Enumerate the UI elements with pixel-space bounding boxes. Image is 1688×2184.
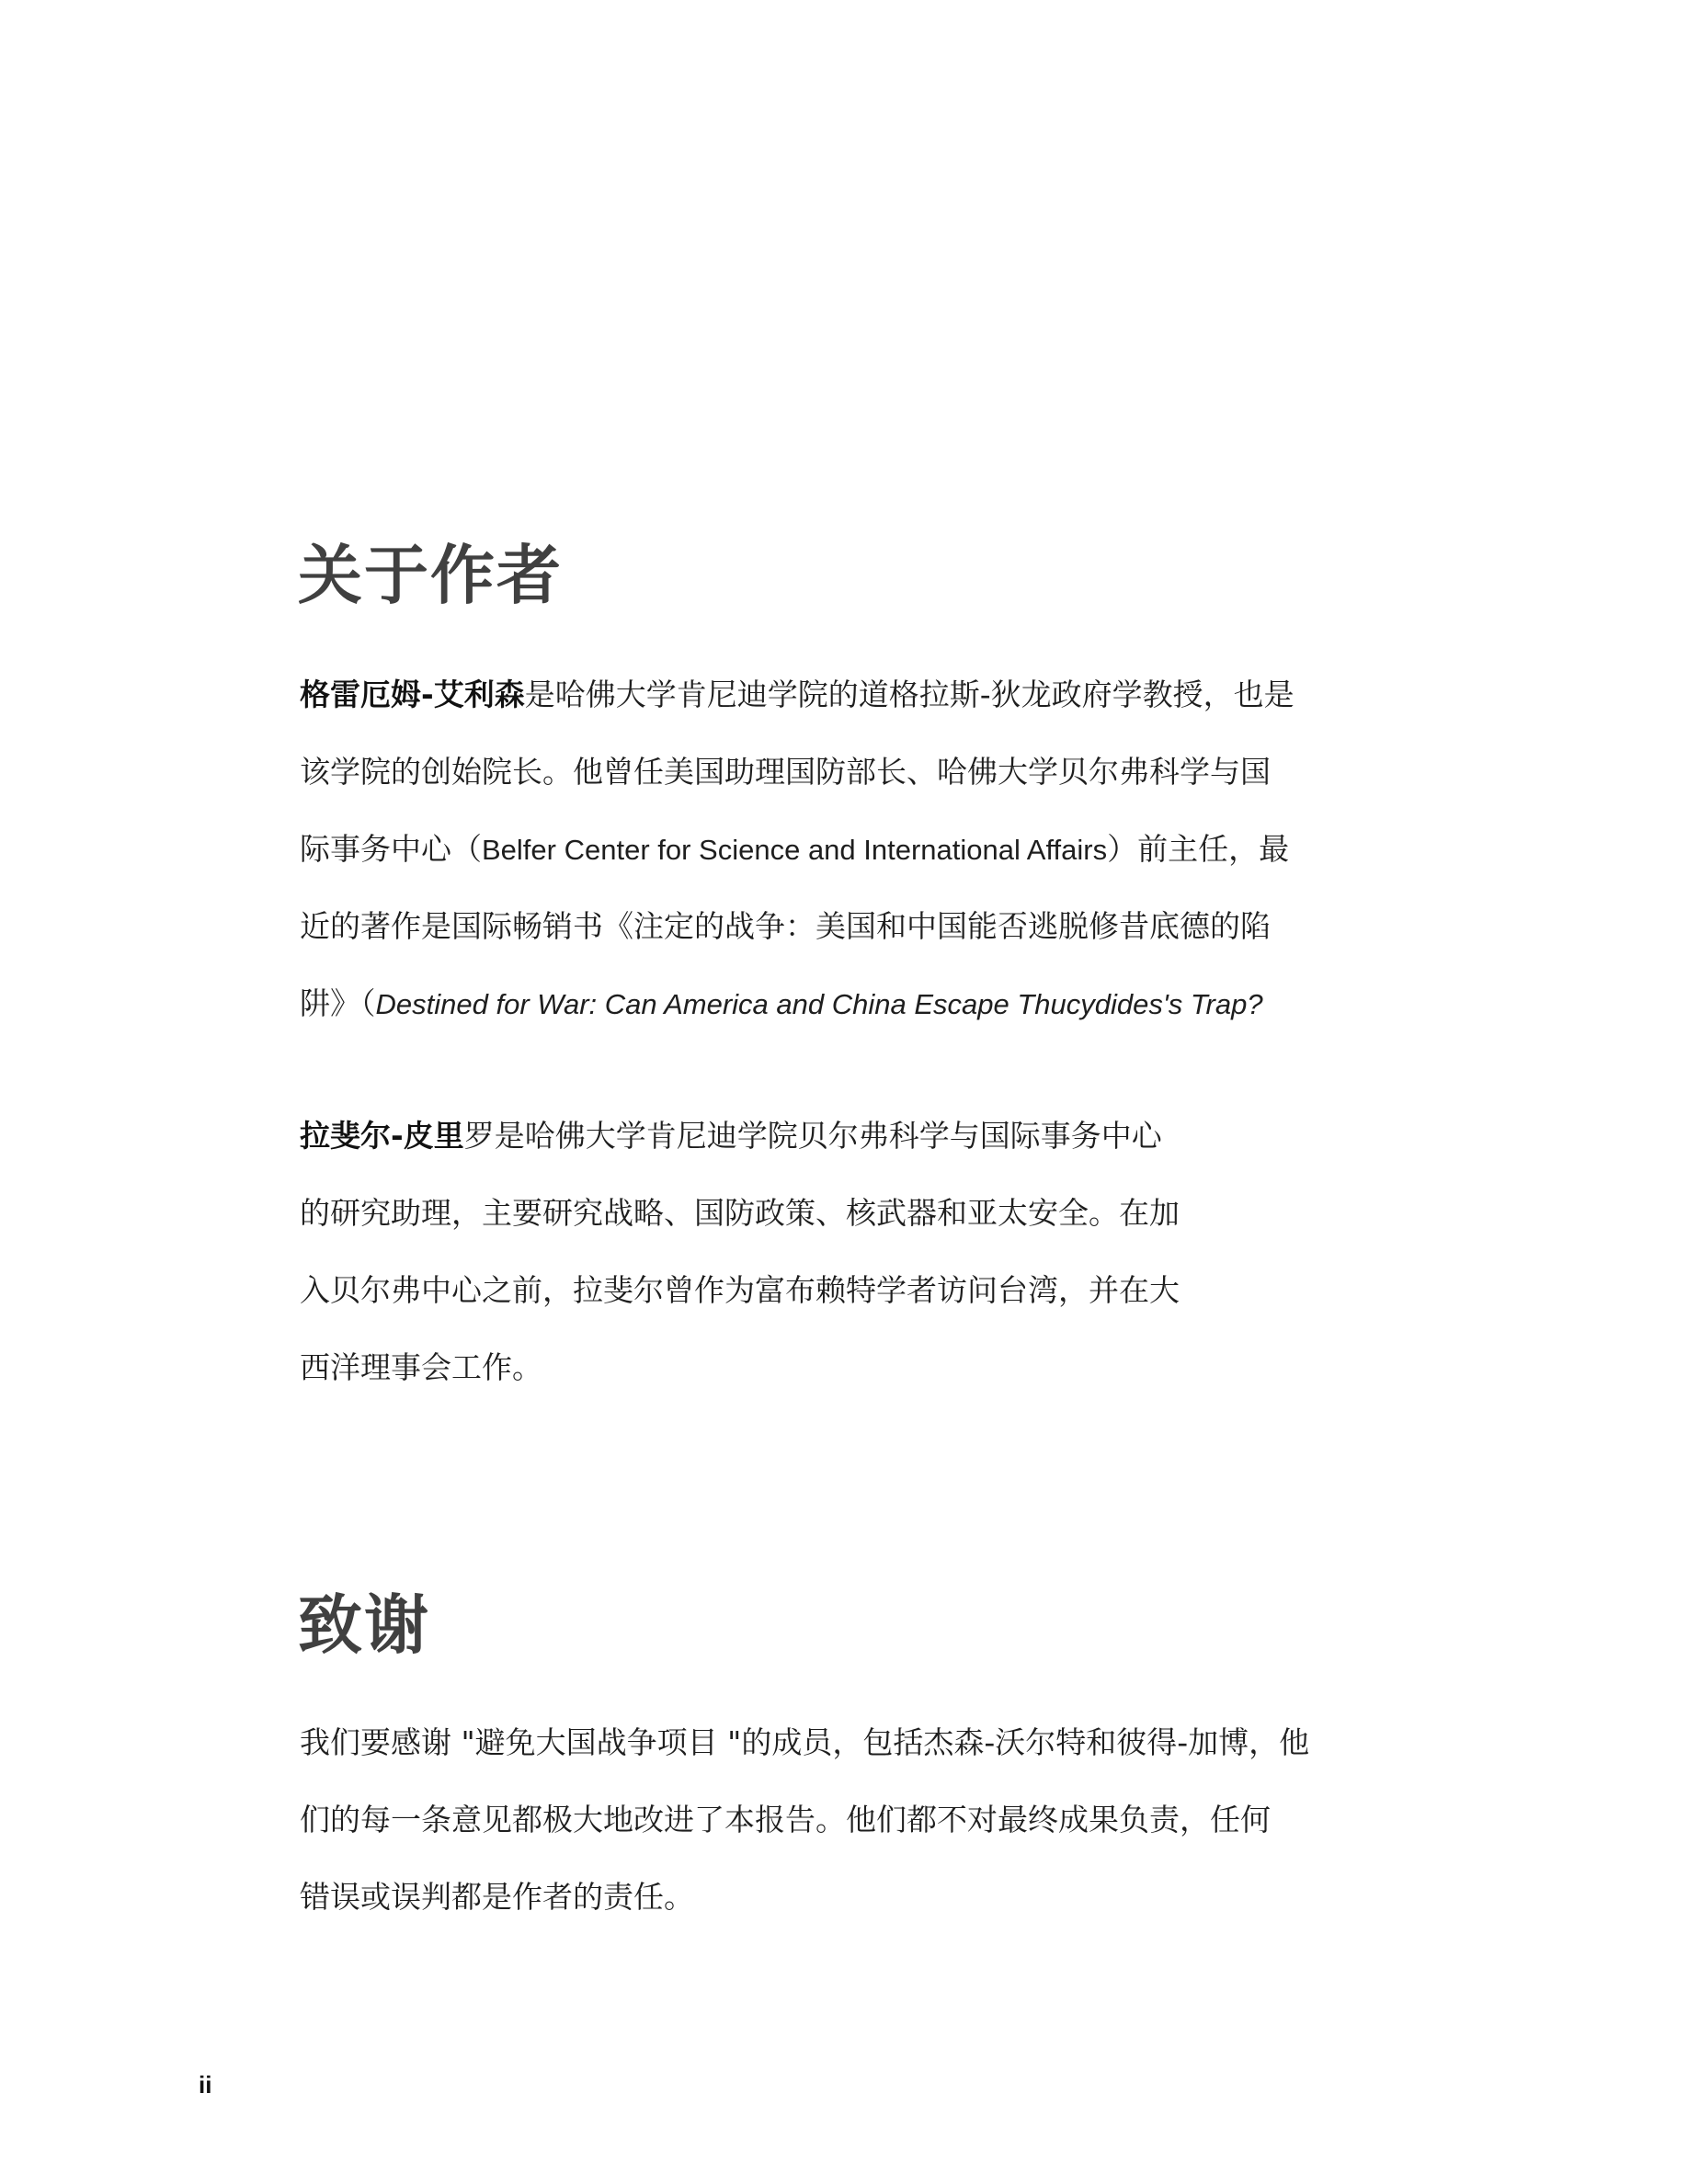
pilo-bio-line-3: 入贝尔弗中心之前，拉斐尔曾作为富布赖特学者访问台湾，并在大 xyxy=(300,1272,1180,1308)
allison-bio-line-1 xyxy=(300,677,1295,713)
pilo-name: 拉斐尔-皮里 xyxy=(300,1118,464,1154)
allison-name: 格雷厄姆-艾利森 xyxy=(300,677,525,712)
pilo-bio-line-2: 的研究助理，主要研究战略、国防政策、核武器和亚太安全。在加 xyxy=(300,1195,1180,1231)
acknowledgments-line-3: 错误或误判都是作者的责任。 xyxy=(300,1879,694,1915)
pilo-bio-line-4: 西洋理事会工作。 xyxy=(300,1349,542,1385)
allison-bio-line-3 xyxy=(300,831,1289,869)
allison-line1-text: 是哈佛大学肯尼迪学院的道格拉斯-狄龙政府学教授，也是 xyxy=(524,677,1295,712)
allison-bio-line-5 xyxy=(300,985,1263,1023)
book-english-title: Destined for War: Can America and China Escape Thucydides's Trap? xyxy=(375,988,1263,1020)
pilo-line1-text: 罗是哈佛大学肯尼迪学院贝尔弗科学与国际事务中心 xyxy=(463,1118,1162,1154)
page-number: ii xyxy=(199,2071,212,2099)
acknowledgments-line-1: 我们要感谢 "避免大国战争项目 "的成员，包括杰森-沃尔特和彼得-加博，他 xyxy=(300,1724,1310,1760)
pilo-bio-line-1 xyxy=(300,1118,1162,1155)
allison-bio-line-4: 近的著作是国际畅销书《注定的战争：美国和中国能否逃脱修昔底德的陷 xyxy=(300,908,1271,944)
allison-line3-pre: 际事务中心（ xyxy=(300,831,482,867)
belfer-center-english-name: Belfer Center for Science and International Affairs xyxy=(482,834,1108,866)
allison-line5-pre: 阱》（ xyxy=(300,985,376,1021)
allison-bio-line-2: 该学院的创始院长。他曾任美国助理国防部长、哈佛大学贝尔弗科学与国 xyxy=(300,754,1271,790)
allison-line3-post: ）前主任，最 xyxy=(1107,831,1290,867)
about-authors-heading: 关于作者 xyxy=(298,538,563,613)
acknowledgments-line-2: 们的每一条意见都极大地改进了本报告。他们都不对最终成果负责，任何 xyxy=(300,1802,1271,1837)
acknowledgments-heading: 致谢 xyxy=(298,1587,430,1663)
